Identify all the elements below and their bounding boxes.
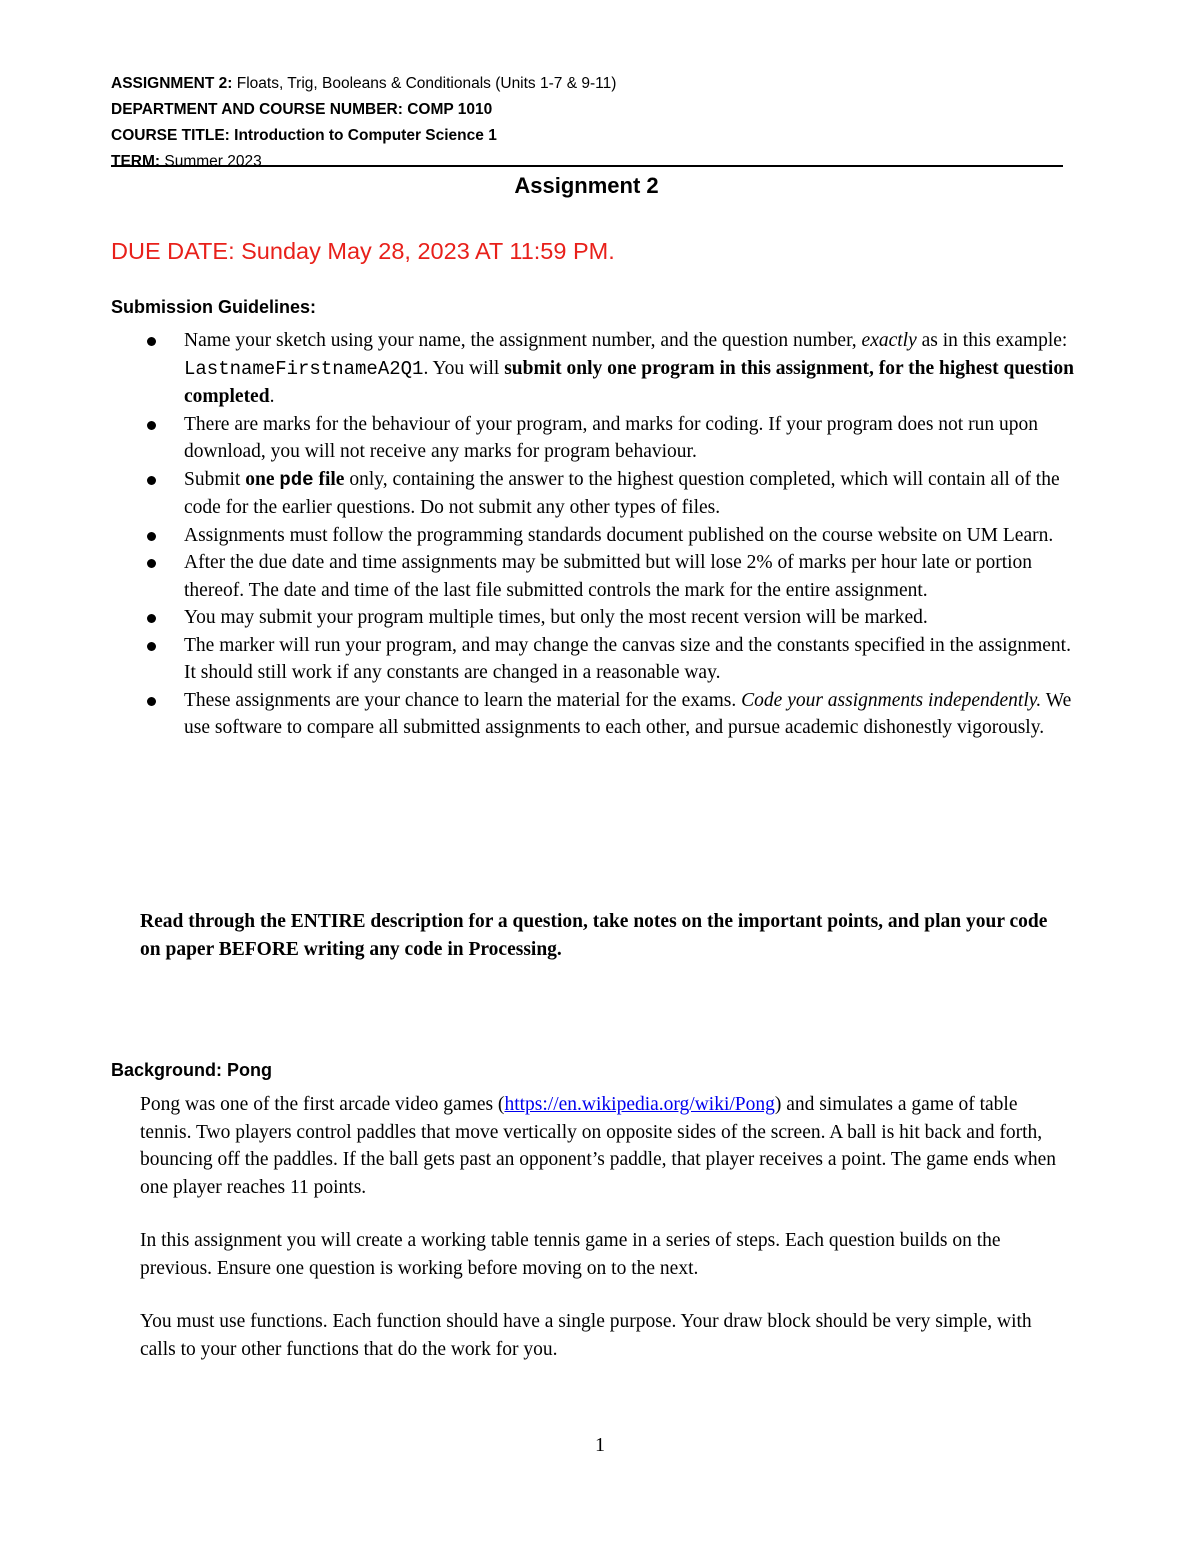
due-date: DUE DATE: Sunday May 28, 2023 AT 11:59 PM. [111,238,615,264]
background-paragraph-1: Pong was one of the first arcade video games (https://en.wikipedia.org/wiki/Pong) and simulates a game of table tennis. Two players control paddles that move vertically on opposite sides of the screen. A ball is hit back and forth, bouncing off the paddles. If the ball gets past an opponent’s paddle, that player receives a point. The game ends when one player reaches 11 points. [140,1094,1057,1198]
header-divider [111,165,1063,167]
list-item: These assignments are your chance to learn the material for the exams. Code your assignments independently. We use software to compare all submitted assignments to each other, and pursue academic dishonestly vigorously. [140,687,1075,742]
course-header [111,71,1066,175]
background-paragraph-3: You must use functions. Each function should have a single purpose. Your draw block should be very simple, with calls to your other functions that do the work for you. [140,1311,1032,1360]
list-item: Assignments must follow the programming standards document published on the course website on UM Learn. [140,522,1075,550]
term-line: TERM: Summer 2023 [111,153,262,170]
list-item: Name your sketch using your name, the assignment number, and the question number, exactly as in this example: LastnameFirstnameA2Q1. You will submit only one program in this assignment, for the highest question completed. [140,327,1075,411]
bullet-icon [147,421,156,430]
list-item: You may submit your program multiple times, but only the most recent version will be marked. [140,604,1075,632]
list-item: There are marks for the behaviour of your program, and marks for coding. If your program does not run upon download, you will not receive any marks for program behaviour. [140,411,1075,466]
bullet-icon [147,697,156,706]
submission-guidelines-list [140,327,1075,742]
list-item: Submit one pde file only, containing the answer to the highest question completed, which will contain all of the code for the earlier questions. Do not submit any other types of files. [140,466,1075,522]
bullet-icon [147,614,156,623]
list-item: The marker will run your program, and may change the canvas size and the constants specified in the assignment. It should still work if any constants are changed in a reasonable way. [140,632,1075,687]
bullet-icon [147,532,156,541]
list-item: After the due date and time assignments may be submitted but will lose 2% of marks per hour late or portion thereof. The date and time of the last file submitted controls the mark for the entire assignment. [140,549,1075,604]
page-number: 1 [595,1434,605,1456]
department-line: DEPARTMENT AND COURSE NUMBER: COMP 1010 [111,101,493,118]
assignment-line: ASSIGNMENT 2: Floats, Trig, Booleans & Conditionals (Units 1-7 & 9-11) [111,75,617,92]
page-title: Assignment 2 [514,173,659,198]
read-note: Read through the ENTIRE description for a question, take notes on the important points, and plan your code on paper BEFORE writing any code in Processing. [140,911,1048,960]
course-title-line: COURSE TITLE: Introduction to Computer Science 1 [111,127,497,144]
bullet-icon [147,559,156,568]
submission-heading: Submission Guidelines: [111,297,317,317]
bullet-icon [147,337,156,346]
background-heading: Background: Pong [111,1060,272,1080]
bullet-icon [147,642,156,651]
bullet-icon [147,476,156,485]
background-paragraph-2: In this assignment you will create a working table tennis game in a series of steps. Each question builds on the previous. Ensure one question is working before moving on to the next. [140,1230,1001,1279]
pong-wikipedia-link[interactable]: https://en.wikipedia.org/wiki/Pong [504,1094,775,1115]
